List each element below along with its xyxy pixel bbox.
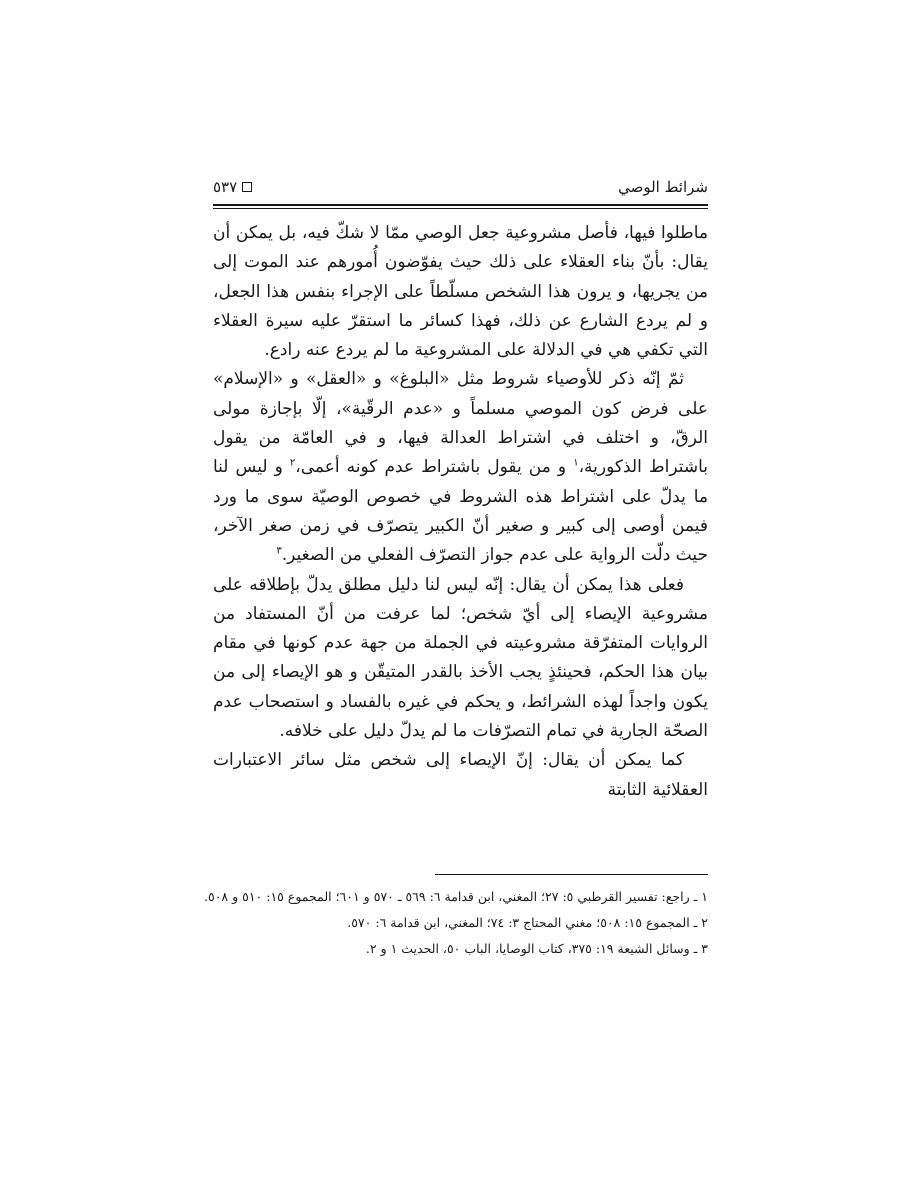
paragraph-2-part-b: و من يقول باشتراط عدم كونه أعمى،: [295, 457, 574, 478]
footnotes: [204, 884, 708, 962]
footnote-ref-1: ١: [573, 457, 579, 469]
paragraph-2-part-c: و ليس لنا ما يدلّ على اشتراط هذه الشروط في خصوص الوصيّة سوى ما ورد فيمن أوصى إلى كبير و صغير أنّ الكبير يتصرّف في زمن صغر الآخر، حيث دلّت الرواية على عدم جواز التصرّف الفعلي من الصغير.: [213, 457, 708, 566]
footnote-2: ٢ ـ المجموع ١٥: ٥٠٨؛ مغني المحتاج ٣: ٧٤؛ المغني، ابن قدامة ٦: ٥٧٠.: [347, 915, 708, 930]
running-title: شرائط الوصي: [618, 178, 708, 196]
footnote-separator: [435, 874, 708, 875]
footnote-ref-3: ٣: [276, 545, 282, 557]
main-text: [213, 219, 708, 805]
header-rule-thin: [213, 208, 708, 209]
paragraph-3: فعلى هذا يمكن أن يقال: إنّه ليس لنا دليل مطلق يدلّ بإطلاقه على مشروعية الإيصاء إلى أيّ شخص؛ لما عرفت من أنّ المستفاد من الروايات المتفرّقة مشروعيته في الجملة من جهة عدم كونها في مقام بيان هذا الحكم، فحينئذٍ يجب الأخذ بالقدر المتيقّن و هو الإيصاء إلى من يكون واجداً لهذه الشرائط، و يحكم في غيره بالفساد و استصحاب عدم الصحّة الجارية في تمام التصرّفات ما لم يدلّ دليل على خلافه.: [213, 574, 708, 742]
square-bullet-icon: [242, 182, 252, 192]
footnote-1: ١ ـ راجع: تفسير القرطبي ٥: ٢٧؛ المغني، ابن قدامة ٦: ٥٦٩ ـ ٥٧٠ و ٦٠١؛ المجموع ١٥: ٥١٠ و ٥٠٨.: [204, 889, 708, 904]
footnote-3: ٣ ـ وسائل الشيعة ١٩: ٣٧٥، كتاب الوصايا، الباب ٥٠، الحديث ١ و ٢.: [365, 941, 708, 956]
page-header: [213, 176, 708, 198]
paragraph-2-part-a: ثمّ إنّه ذكر للأوصياء شروط مثل «البلوغ» و «العقل» و «الإسلام» على فرض كون الموصي مسلماً و «عدم الرقّية»، إلّا بإجازة مولى الرقّ، و اختلف في اشتراط العدالة فيها، و في العامّة من يقول باشتراط الذكورية،: [213, 369, 708, 478]
paragraph-2: [213, 365, 708, 570]
page-number-block: [213, 178, 252, 196]
header-rule-thick: [213, 204, 708, 206]
paragraph-4: كما يمكن أن يقال: إنّ الإيصاء إلى شخص مثل سائر الاعتبارات العقلائية الثابتة: [213, 750, 708, 800]
footnote-ref-2: ٢: [289, 457, 296, 469]
paragraph-1: ماطلوا فيها، فأصل مشروعية جعل الوصي ممّا لا شكّ فيه، بل يمكن أن يقال: بأنّ بناء العقلاء على ذلك حيث يفوّضون أُمورهم عند الموت إلى من يجريها، و يرون هذا الشخص مسلّطاً على الإجراء بنفس هذا الجعل، و لم يردع الشارع عن ذلك، فهذا كسائر ما استقرّ عليه سيرة العقلاء التي تكفي هي في الدلالة على المشروعية ما لم يردع عنه رادع.: [213, 223, 708, 361]
page-number: ٥٣٧: [213, 178, 238, 196]
